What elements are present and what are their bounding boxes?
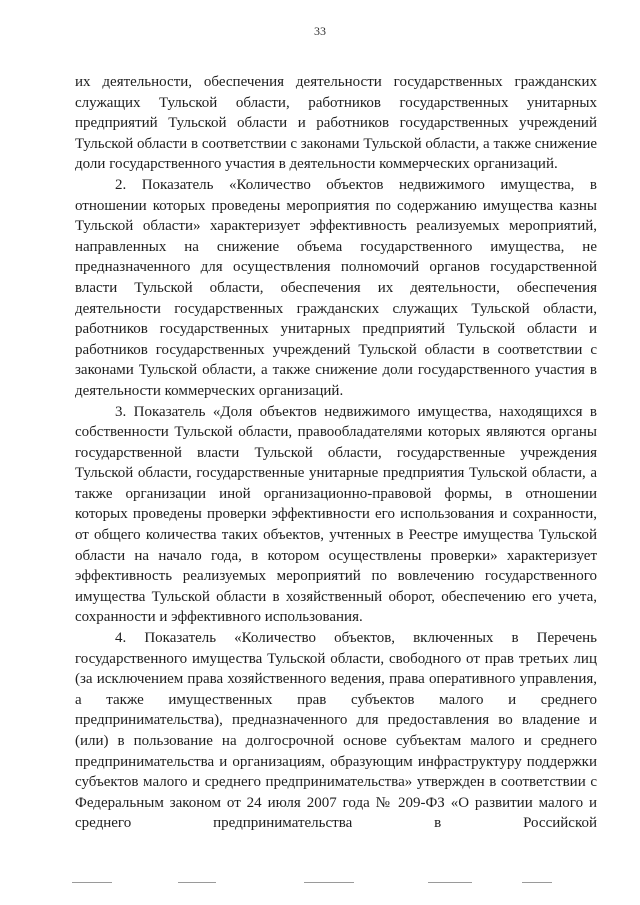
document-body xyxy=(75,72,597,834)
page-number: 33 xyxy=(314,24,326,38)
paragraph-item-4: 4. Показатель «Количество объектов, включенных в Перечень государственного имущества Тульской области, свободного от прав третьих лиц (за исключением права хозяйственного ведения, права оперативного управления, а также имущественных прав субъектов малого и среднего предпринимательства), предназначенного для предоставления во владение и (или) в пользование на долгосрочной основе субъектам малого и среднего предпринимательства и организациям, образующим инфраструктуру поддержки субъектов малого и среднего предпринимательства» утвержден в соответствии с Федеральным законом от 24 июля 2007 года № 209-ФЗ «О развитии малого и среднего предпринимательства в Российской xyxy=(75,630,597,832)
paragraph-item-3: 3. Показатель «Доля объектов недвижимого имущества, находящихся в собственности Тульской области, правообладателями которых являются органы государственной власти Тульской области, государственные учреждения Тульской области, государственные унитарные предприятия Тульской области, а также организации иной организационно-правовой формы, в отношении которых проведены проверки эффективности его использования и сохранности, от общего количества таких объектов, учтенных в Реестре имущества Тульской области на начало года, в котором осуществлены проверки» характеризует эффективность реализуемых мероприятий по вовлечению государственного имущества Тульской области в хозяйственный оборот, обеспечению его учета, сохранности и эффективного использования. xyxy=(75,403,597,626)
paragraph-continuation: их деятельности, обеспечения деятельности государственных гражданских служащих Тульской области, работников государственных унитарных предприятий Тульской области и работников государственных учреждений Тульской области в соответствии с законами Тульской области, а также снижение доли государственного участия в деятельности коммерческих организаций. xyxy=(75,74,597,173)
paragraph-item-2: 2. Показатель «Количество объектов недвижимого имущества, в отношении которых проведены мероприятия по содержанию имущества казны Тульской области» характеризует эффективность реализуемых мероприятий, направленных на снижение объема государственного имущества, не предназначенного для осуществления полномочий органов государственной власти Тульской области, обеспечения их деятельности, обеспечения деятельности государственных гражданских служащих Тульской области, работников государственных унитарных предприятий Тульской области и работников государственных учреждений Тульской области в соответствии с законами Тульской области, а также снижение доли государственного участия в деятельности коммерческих организаций. xyxy=(75,176,597,399)
scan-artifacts xyxy=(60,880,580,886)
